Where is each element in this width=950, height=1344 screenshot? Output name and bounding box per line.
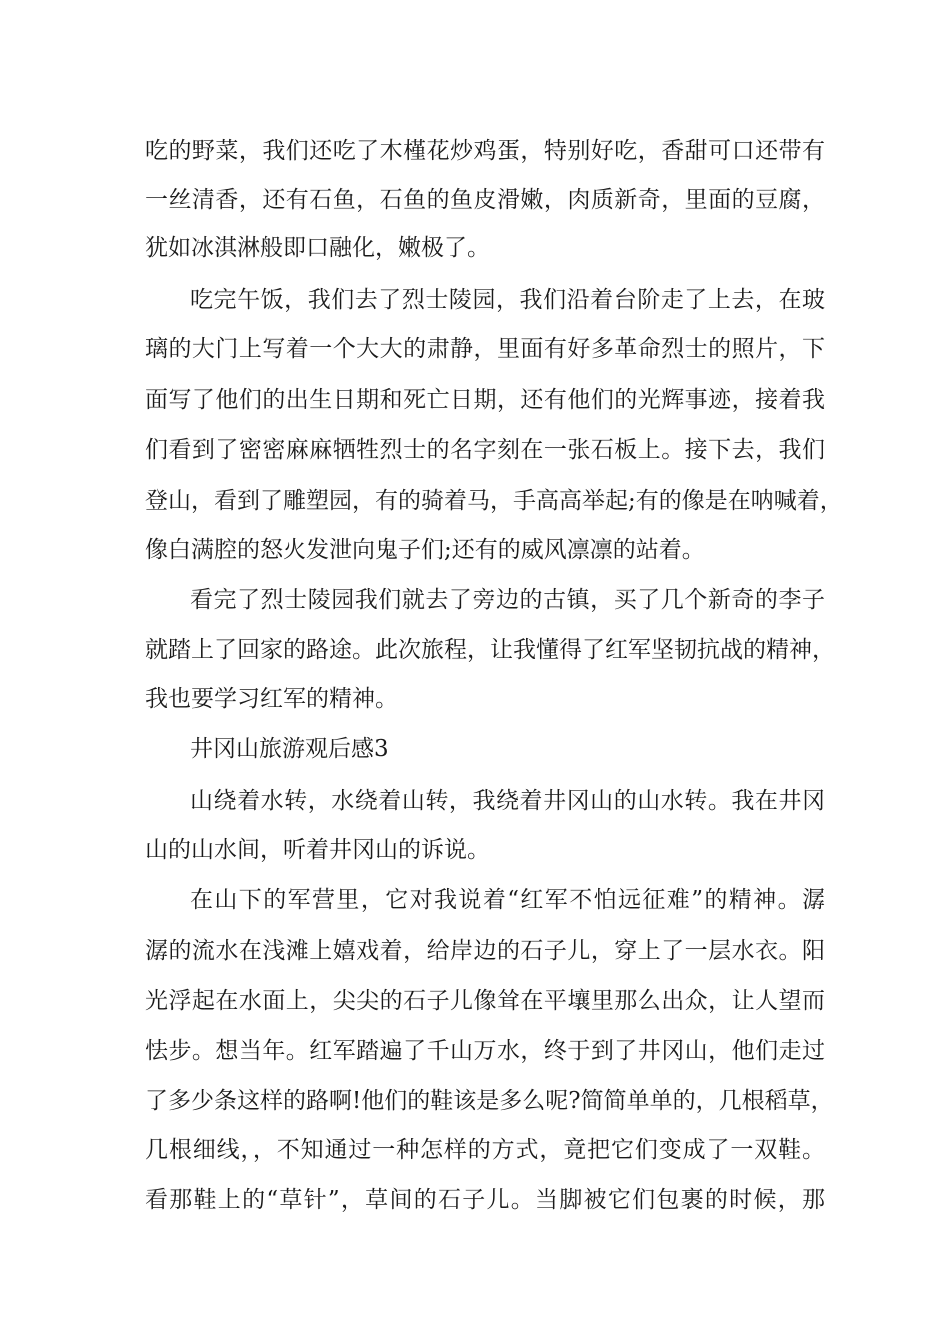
text-line: 璃的大门上写着一个大大的肃静，里面有好多革命烈士的照片，下 [145, 336, 825, 362]
text-line: 了多少条这样的路啊!他们的鞋该是多么呢?简简单单的，几根稻草， [145, 1088, 834, 1114]
text-line: 就踏上了回家的路途。此次旅程，让我懂得了红军坚韧抗战的精神， [145, 637, 835, 663]
text-line: 面写了他们的出生日期和死亡日期，还有他们的光辉事迹，接着我 [145, 387, 825, 413]
text-line: 山的山水间，听着井冈山的诉说。 [145, 837, 490, 863]
text-line: 像白满腔的怒火发泄向鬼子们;还有的威风凛凛的站着。 [145, 537, 705, 563]
paragraph-start-line: 山绕着水转，水绕着山转，我绕着井冈山的山水转。我在井冈 [190, 788, 825, 814]
text-line: 们看到了密密麻麻牺牲烈士的名字刻在一张石板上。接下去，我们 [145, 437, 825, 463]
text-line: 吃的野菜，我们还吃了木槿花炒鸡蛋，特别好吃，香甜可口还带有 [145, 138, 825, 164]
paragraph-start-line: 吃完午饭，我们去了烈士陵园，我们沿着台阶走了上去，在玻 [190, 287, 825, 313]
text-line: 怯步。想当年。红军踏遍了千山万水，终于到了井冈山，他们走过 [145, 1038, 825, 1064]
text-line: 我也要学习红军的精神。 [145, 686, 398, 712]
text-line: 一丝清香，还有石鱼，石鱼的鱼皮滑嫩，肉质新奇，里面的豆腐， [145, 187, 825, 213]
text-line: 看那鞋上的“草针”，草间的石子儿。当脚被它们包裹的时候，那 [145, 1187, 825, 1213]
text-line: 潺的流水在浅滩上嬉戏着，给岸边的石子儿，穿上了一层水衣。阳 [145, 938, 825, 964]
text-line: 犹如冰淇淋般即口融化，嫩极了。 [145, 235, 490, 261]
text-line: 几根细线，，不知通过一种怎样的方式，竟把它们变成了一双鞋。 [145, 1137, 825, 1163]
section-heading: 井冈山旅游观后感3 [190, 736, 389, 762]
paragraph-start-line: 看完了烈士陵园我们就去了旁边的古镇，买了几个新奇的李子 [190, 587, 825, 613]
text-line: 登山，看到了雕塑园，有的骑着马，手高高举起;有的像是在呐喊着， [145, 488, 843, 514]
text-line: 光浮起在水面上，尖尖的石子儿像耸在平壤里那么出众，让人望而 [145, 988, 825, 1014]
paragraph-start-line: 在山下的军营里，它对我说着“红军不怕远征难”的精神。潺 [190, 887, 825, 913]
